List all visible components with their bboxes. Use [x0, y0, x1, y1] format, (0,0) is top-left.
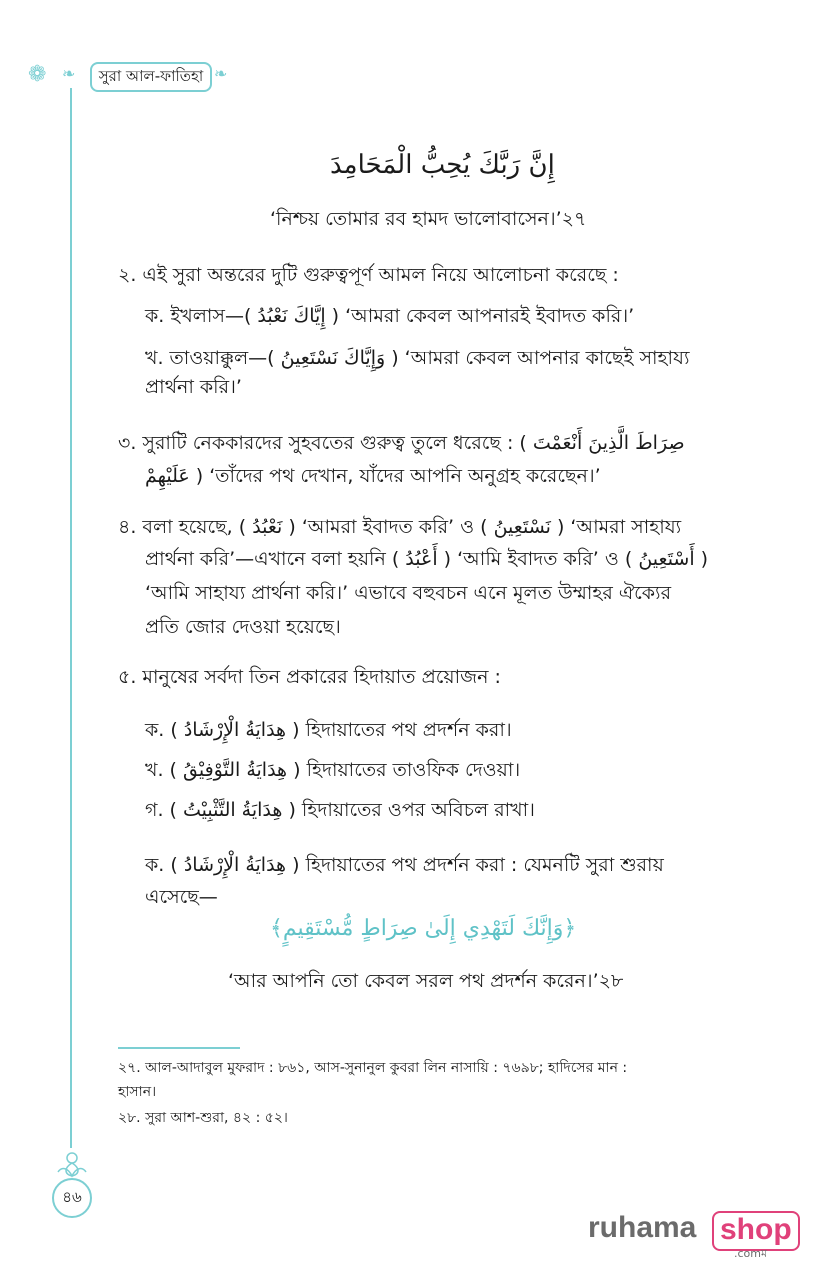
- footnote-27-line1: ২৭. আল-আদাবুল মুফরাদ : ৮৬১, আস-সুনানুল কুবরা লিন নাসায়ি : ৭৬৯৮; হাদিসের মান :: [118, 1060, 628, 1076]
- point-2-ka: ক. ইখলাস—( إِيَّاكَ نَعْبُدُ ) ‘আমরা কেবল আপনারই ইবাদত করি।’: [145, 305, 635, 327]
- point-5-detail-line1: ক. ( هِدَايَةُ الْإِرْشَادُ ) হিদায়াতের পথ প্রদর্শন করা : যেমনটি সুরা শুরায়: [145, 854, 664, 876]
- point-4-line3: ‘আমি সাহায্য প্রার্থনা করি।’ এভাবে বহুবচন এনে মূলত উম্মাহর ঐক্যের: [145, 582, 672, 604]
- logo-domain: .comম: [734, 1247, 768, 1260]
- point-5-heading: ৫. মানুষের সর্বদা তিন প্রকারের হিদায়াত প্রয়োজন :: [118, 666, 501, 688]
- running-header: [28, 58, 248, 96]
- point-2-kha-line2: প্রার্থনা করি।’: [145, 376, 242, 398]
- quran-verse: ﴿وَإِنَّكَ لَتَهْدِي إِلَىٰ صِرَاطٍ مُّسْتَقِيمٍ﴾: [270, 916, 577, 941]
- point-5-item-kha: খ. ( هِدَايَةُ التَّوْفِيْقُ ) হিদায়াতের তাওফিক দেওয়া।: [145, 759, 521, 781]
- point-4-line2: প্রার্থনা করি’—এখানে বলা হয়নি ( أَعْبُدُ ) ‘আমি ইবাদত করি’ ও ( أَسْتَعِينُ ): [145, 548, 709, 570]
- leaf-right-icon: ❧: [214, 64, 228, 83]
- footnote-28: ২৮. সুরা আশ-শুরা, ৪২ : ৫২।: [118, 1110, 288, 1126]
- footnote-rule: [118, 1047, 240, 1049]
- page-number: ৪৬: [52, 1178, 92, 1218]
- logo-shop: shop: [712, 1211, 800, 1251]
- header-title: সুরা আল-ফাতিহা: [98, 66, 204, 85]
- point-5-detail-line2: এসেছে—: [145, 886, 218, 908]
- point-5-item-ka: ক. ( هِدَايَةُ الْإِرْشَادُ ) হিদায়াতের পথ প্রদর্শন করা।: [145, 719, 512, 741]
- flourish-left-icon: ❁: [28, 62, 47, 87]
- point-4-line4: প্রতি জোর দেওয়া হয়েছে।: [145, 616, 341, 638]
- point-3-line2: عَلَيْهِمْ ) ‘তাঁদের পথ দেখান, যাঁদের আপনি অনুগ্রহ করেছেন।’: [145, 465, 601, 487]
- margin-line: [70, 88, 72, 1148]
- point-4-line1: ৪. বলা হয়েছে, ( نَعْبُدُ ) ‘আমরা ইবাদত করি’ ও ( نَسْتَعِينُ ) ‘আমরা সাহায্য: [118, 516, 682, 538]
- logo-brand: ruhama: [588, 1211, 697, 1244]
- verse-translation: ‘আর আপনি তো কেবল সরল পথ প্রদর্শন করেন।’২৮: [228, 970, 624, 992]
- point-2-heading: ২. এই সুরা অন্তরের দুটি গুরুত্বপূর্ণ আমল নিয়ে আলোচনা করেছে :: [118, 264, 619, 286]
- arabic-quote: إِنَّ رَبَّكَ يُحِبُّ الْمَحَامِدَ: [330, 150, 555, 180]
- footnote-27-line2: হাসান।: [118, 1084, 157, 1100]
- point-3-line1: ৩. সুরাটি নেককারদের সুহবতের গুরুত্ব তুলে ধরেছে : ( صِرَاطَ الَّذِينَ أَنْعَمْتَ: [118, 432, 685, 454]
- header-frame: [90, 62, 212, 92]
- point-5-item-ga: গ. ( هِدَايَةُ التَّثْبِيْتُ ) হিদায়াতের ওপর অবিচল রাখা।: [145, 799, 535, 821]
- quote-translation: ‘নিশ্চয় তোমার রব হামদ ভালোবাসেন।’২৭: [270, 208, 587, 230]
- point-2-kha-line1: খ. তাওয়াক্কুল—( وَإِيَّاكَ نَسْتَعِينُ ) ‘আমরা কেবল আপনার কাছেই সাহায্য: [145, 347, 690, 369]
- leaf-left-icon: ❧: [62, 64, 76, 83]
